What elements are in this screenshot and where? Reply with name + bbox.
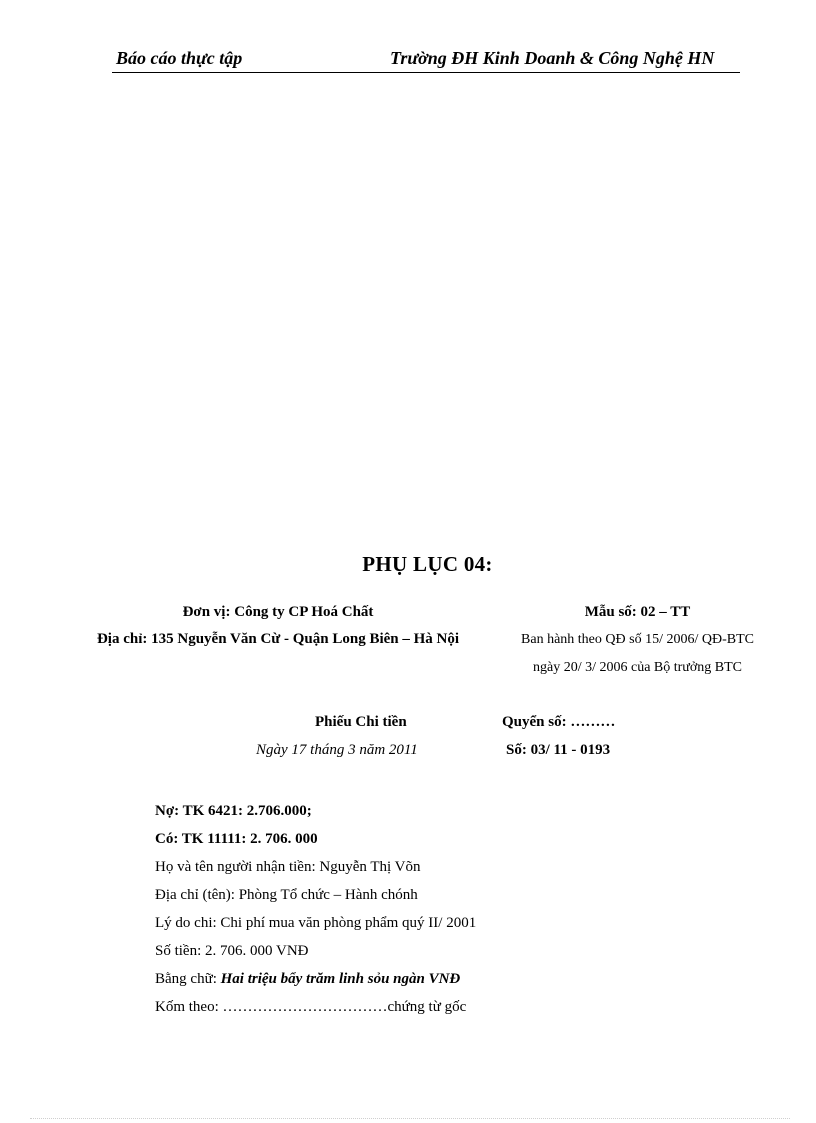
voucher-number-label: Số:	[506, 742, 527, 758]
credit-entry: Có: TK 11111: 2. 706. 000	[155, 831, 318, 847]
unit-label: Đơn vị:	[182, 604, 231, 620]
recipient-line	[155, 853, 476, 881]
debit-entry: Nợ: TK 6421: 2.706.000;	[155, 803, 312, 819]
attachment-dots: ……………………………	[222, 999, 388, 1015]
voucher-number-line	[506, 742, 610, 759]
voucher-number-value: 03/ 11 - 0193	[530, 742, 611, 758]
book-value: ………	[570, 714, 616, 730]
department-value: Phòng Tổ chức – Hành chónh	[238, 887, 418, 903]
form-code-value: 02 – TT	[640, 604, 691, 620]
form-issued-line2: ngày 20/ 3/ 2006 của Bộ trưởng BTC	[532, 660, 743, 675]
amount-words-value: Hai triệu bẩy trăm linh sỏu ngàn VNĐ	[220, 971, 461, 987]
header-underline	[112, 72, 740, 73]
form-code-label: Mẫu số:	[584, 604, 637, 620]
reason-value: Chi phí mua văn phòng phẩm quý II/ 2001	[220, 915, 477, 931]
voucher-date: Ngày 17 tháng 3 năm 2011	[256, 742, 418, 758]
amount-label: Số tiền:	[155, 943, 202, 959]
amount-words-label: Bằng chữ:	[155, 971, 217, 987]
page-title: PHỤ LỤC 04:	[362, 552, 493, 576]
voucher-name: Phiếu Chi tiền	[315, 714, 407, 730]
address-line	[78, 631, 478, 648]
voucher-entries	[155, 797, 476, 1021]
unit-line	[78, 604, 478, 621]
unit-value: Công ty CP Hoá Chất	[234, 604, 374, 620]
header-school-name: Trường ĐH Kinh Doanh & Công Nghệ HN	[390, 48, 715, 68]
form-code-line	[500, 604, 775, 621]
department-line	[155, 881, 476, 909]
recipient-value: Nguyễn Thị Võn	[319, 859, 421, 875]
attachment-line	[155, 993, 476, 1021]
reason-label: Lý do chi:	[155, 915, 217, 931]
book-label: Quyển số:	[502, 714, 567, 730]
book-number-line	[502, 714, 615, 731]
header-report-title: Báo cáo thực tập	[116, 48, 243, 68]
attachment-label: Kốm theo:	[155, 999, 219, 1015]
address-label: Địa chỉ:	[96, 631, 148, 647]
amount-words-line	[155, 965, 476, 993]
department-label: Địa chỉ (tên):	[155, 887, 235, 903]
reason-line	[155, 909, 476, 937]
page-bottom-divider	[30, 1118, 790, 1119]
recipient-label: Họ và tên người nhận tiền:	[155, 859, 316, 875]
address-value: 135 Nguyễn Văn Cừ - Quận Long Biên – Hà Nội	[151, 631, 460, 647]
form-issued-line1: Ban hành theo QĐ số 15/ 2006/ QĐ-BTC	[521, 632, 754, 647]
attachment-value: chứng từ gốc	[387, 999, 467, 1015]
amount-line	[155, 937, 476, 965]
amount-value: 2. 706. 000 VNĐ	[205, 943, 309, 959]
